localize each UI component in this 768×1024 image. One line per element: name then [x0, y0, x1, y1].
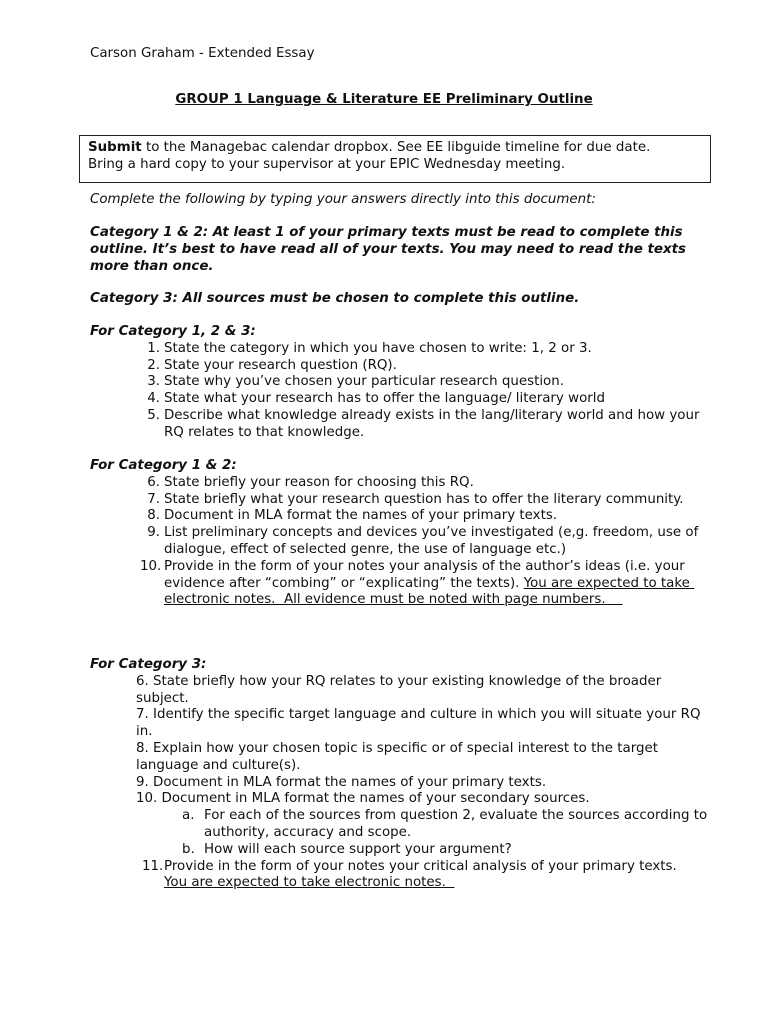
item-number: 11. [142, 858, 164, 874]
list-item [90, 559, 710, 609]
submit-label: Submit [88, 140, 142, 155]
list-item [90, 842, 710, 859]
question-list [90, 475, 710, 609]
item-number: 3. [147, 374, 160, 390]
item-text: Provide in the form of your notes your critical analysis of your primary texts. [164, 858, 677, 874]
box-text-1: to the Managebac calendar dropbox. See EE libguide timeline for due date. [141, 140, 651, 155]
list-item [90, 492, 710, 509]
question-list [90, 341, 710, 442]
category-1-2-note: Category 1 & 2: At least 1 of your primary texts must be read to complete this outline. It’s best to have read all of your texts. You may need to read the texts more than once. [90, 225, 686, 274]
item-text: State the category in which you have chosen to write: 1, 2 or 3. [164, 340, 592, 356]
item-text: State briefly what your research question has to offer the literary community. [164, 491, 684, 507]
submit-instructions-box [79, 135, 711, 183]
list-item [90, 341, 710, 358]
item-number: 10. [140, 558, 162, 574]
item-text: State briefly your reason for choosing this RQ. [164, 474, 474, 490]
item-text: List preliminary concepts and devices you’ve investigated (e,g. freedom, use of dialogue, effect of selected genre, the use of language etc.) [164, 525, 699, 557]
section-heading: For Category 3: [90, 657, 207, 672]
item-text: How will each source support your argument? [204, 841, 512, 857]
item-letter: a. [182, 808, 195, 824]
list-item: 8. Explain how your chosen topic is specific or of special interest to the target language and culture(s). [136, 740, 659, 773]
item-number: 6. [147, 474, 160, 490]
list-item [90, 525, 710, 559]
list-item [90, 808, 710, 842]
list-item [90, 859, 710, 893]
list-item [90, 408, 710, 442]
list-item [90, 358, 710, 375]
document-header: Carson Graham - Extended Essay [90, 46, 315, 61]
sub-question-list [90, 808, 710, 858]
question-list [90, 674, 710, 808]
list-item [90, 374, 710, 391]
item-text: State your research question (RQ). [164, 357, 397, 373]
item-number: 4. [147, 391, 160, 407]
document-title: GROUP 1 Language & Literature EE Preliminary Outline [175, 92, 593, 107]
item-text: State why you’ve chosen your particular research question. [164, 374, 564, 390]
item-text-underlined: You are expected to take electronic notes. [164, 875, 455, 891]
intro-text: Complete the following by typing your answers directly into this document: [90, 192, 596, 207]
section-category-1-2 [90, 458, 710, 609]
item-text: For each of the sources from question 2, evaluate the sources according to authority, accuracy and scope. [204, 808, 708, 840]
section-category-1-2-3 [90, 324, 710, 442]
item-number: 9. [147, 525, 160, 541]
item-text: Describe what knowledge already exists in the lang/literary world and how your RQ relates to that knowledge. [164, 407, 700, 440]
list-item: 6. State briefly how your RQ relates to your existing knowledge of the broader subject. [136, 673, 662, 706]
box-line-1 [88, 140, 702, 157]
item-letter: b. [182, 841, 195, 857]
item-number: 7. [147, 491, 160, 507]
box-line-2: Bring a hard copy to your supervisor at your EPIC Wednesday meeting. [88, 156, 566, 172]
list-item [90, 391, 710, 408]
item-number: 2. [147, 357, 160, 373]
list-item: 10. Document in MLA format the names of your secondary sources. [136, 791, 590, 807]
item-number: 5. [147, 407, 160, 423]
list-item [90, 508, 710, 525]
list-item: 7. Identify the specific target language and culture in which you will situate your RQ in. [136, 707, 701, 740]
item-number: 1. [147, 340, 160, 356]
item-text-underlined: You are expected to take electronic notes. All evidence must be noted with page numbers. [164, 575, 695, 608]
list-item [90, 475, 710, 492]
item-text: State what your research has to offer the language/ literary world [164, 391, 605, 407]
list-item: 9. Document in MLA format the names of your primary texts. [136, 774, 547, 790]
item-text: Document in MLA format the names of your primary texts. [164, 508, 558, 524]
item-number: 8. [147, 508, 160, 524]
section-heading: For Category 1 & 2: [90, 458, 237, 473]
section-category-3 [90, 657, 710, 892]
section-heading: For Category 1, 2 & 3: [90, 324, 256, 339]
item-text: Provide in the form of your notes your analysis of the author’s ideas (i.e. your evidence after “combing” or “explicating” the texts). [164, 558, 685, 591]
category-3-note: Category 3: All sources must be chosen to complete this outline. [90, 291, 580, 306]
